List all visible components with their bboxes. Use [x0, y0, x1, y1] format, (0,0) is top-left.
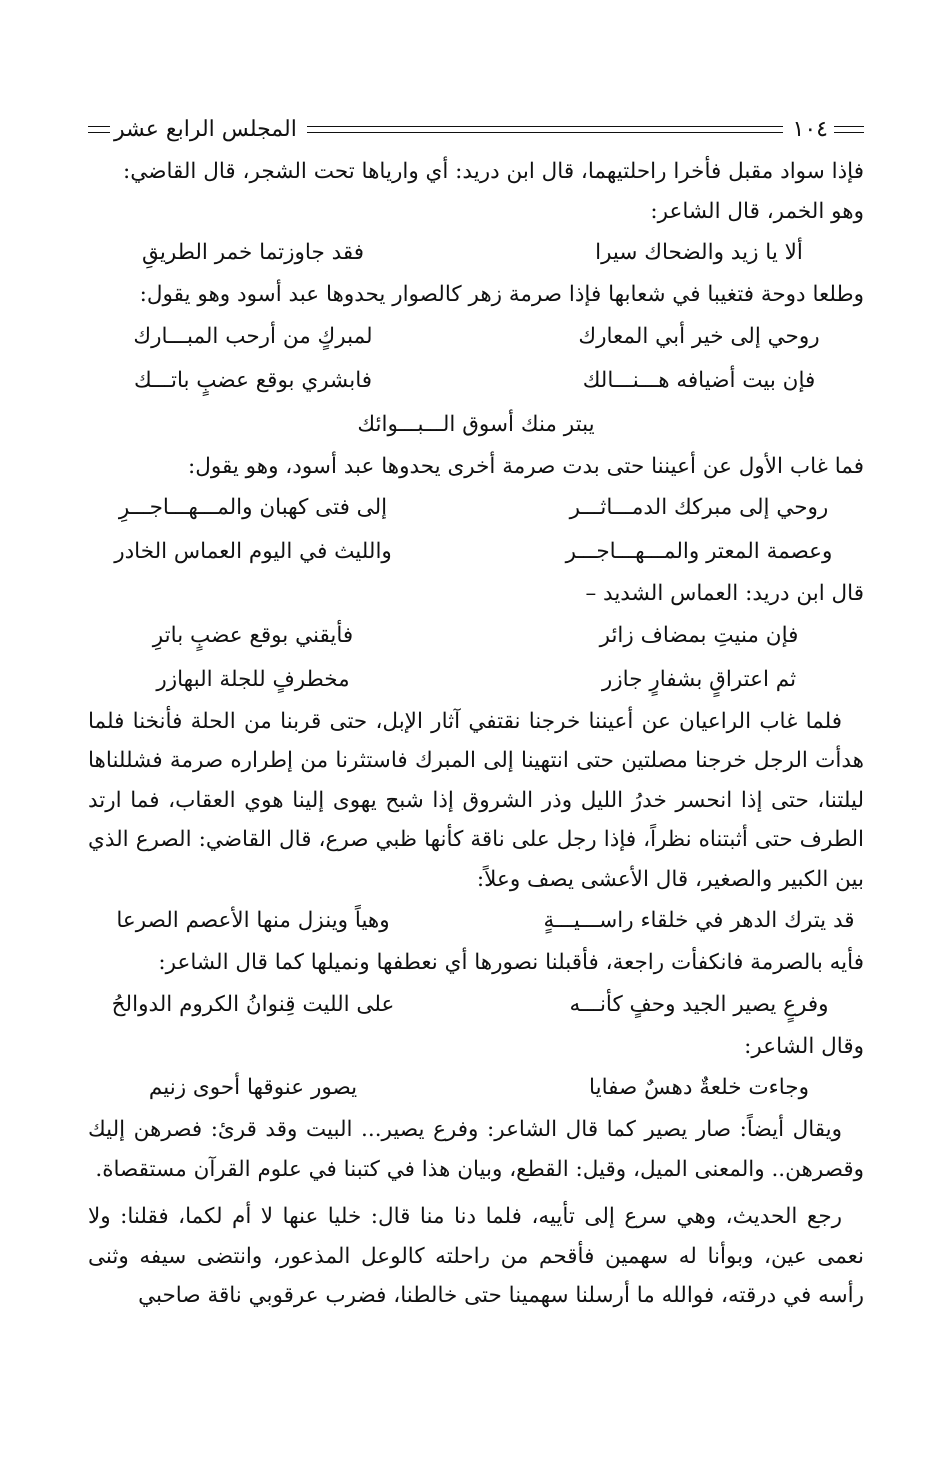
prose-paragraph: رجع الحديث، وهي سرع إلى تأييه، فلما دنا منا قال: خليا عنها لا أم لكما، فقلنا: ولا نعمى عين، وبوأنا له سهمين فأقحم من راحلته كالوعل المذعور، وانتضى سيفه وثنى رأسه في درقته، فوالله ما أرسلنا سهمينا حتى خالطنا، فضرب عرقوبي ناقة صاحبي: [88, 1204, 864, 1308]
chapter-title: المجلس الرابع عشر: [114, 116, 297, 142]
running-header: [88, 112, 864, 146]
verse-line-single: [88, 403, 864, 447]
prose-line: وقال الشاعر:: [744, 1033, 864, 1059]
verse-second-hemistich: على الليت قِنوانُ الكروم الدوالحُ: [111, 991, 395, 1017]
verse-first-hemistich: روحي إلى خير أبي المعارك: [578, 323, 820, 349]
prose-line: فإذا سواد مقبل فأخرا راحلتيهما، قال ابن دريد: أي وارياها تحت الشجر، قال القاضي:: [123, 159, 864, 184]
verse-second-hemistich: فقد جاوزتما خمر الطريقِ: [141, 240, 365, 265]
page-body: [88, 152, 864, 1316]
header-rule-left: [88, 126, 110, 133]
verse-first-hemistich: ثم اعتراقٍ بشفارٍ جازر: [601, 666, 797, 692]
verse-first-hemistich: وفرعٍ يصير الجيد وحفٍ كأنـــه: [569, 991, 829, 1017]
page-number: ١٠٤: [792, 116, 828, 142]
verse-line: [88, 983, 864, 1027]
verse-second-hemistich: يصور عنوقها أحوى زنيم: [148, 1075, 358, 1100]
verse-first-hemistich: وجاءت خلعةٌ دهسٌ صفايا: [589, 1075, 809, 1100]
prose-line: وطلعا دوحة فتغيبا في شعابها فإذا صرمة زهر كالصوار يحدوها عبد أسود وهو يقول:: [139, 282, 864, 307]
prose-paragraph: فلما غاب الراعيان عن أعيننا خرجنا نقتفي آثار الإبل، حتى قربنا من الحلة فأنخنا فلما هدأت الرجل خرجنا مصلتين حتى انتهينا إلى المبرك فاستثرنا من إطراره صرمة فشللناها ليلتنا، حتى إذا انحسر خدرُ الليل وذر الشروق إذا شبح يهوى إلينا هوي العقاب، فما ارتد الطرف حتى أثبتناه نظراً، فإذا رجل على ناقة كأنها ظبي صرع، قال القاضي: الصرع الذي بين الكبير والصغير، قال الأعشى يصف وعلاً:: [88, 708, 864, 892]
prose-paragraph: ويقال أيضاً: صار يصير كما قال الشاعر: وفرع يصير... البيت وقد قرئ: فصرهن إليك وقصرهن.. والمعنى الميل، وقيل: القطع، وبيان هذا في كتبنا في علوم القرآن مستقصاة.: [88, 1117, 864, 1182]
verse-first-hemistich: فإن بيت أضيافه هـــنـــالك: [582, 367, 816, 393]
verse-second-hemistich: إلى فتى كهبان والمـــهـــاجـــرِ: [118, 495, 388, 520]
verse-line: [88, 1066, 864, 1110]
verse-line: [88, 486, 864, 530]
prose-line: قال ابن دريد: العماس الشديد –: [585, 581, 864, 606]
verse-first-hemistich: فإن منيتِ بمضاف زائر: [599, 622, 799, 648]
verse-line: [88, 614, 864, 658]
verse-line: [88, 231, 864, 275]
verse-second-hemistich: وهياً وينزل منها الأعصم الصرعا: [116, 908, 390, 933]
prose-line: فأيه بالصرمة فانكفأت راجعة، فأقبلنا نصورها أي نعطفها ونميلها كما قال الشاعر:: [158, 950, 864, 975]
verse-second-hemistich: فأيقني بوقع عضبٍ باترِ: [152, 622, 354, 648]
verse-hemistich: يبتر منك أسوق الـــبـــوائك: [357, 411, 595, 437]
verse-line: [88, 658, 864, 702]
verse-second-hemistich: لمبركٍ من أرحب المبـــارك: [133, 323, 373, 349]
verse-second-hemistich: فابشري بوقع عضبٍ باتـــك: [133, 367, 373, 393]
verse-line: [88, 530, 864, 574]
verse-first-hemistich: روحي إلى مبركك الدمـــاثـــر: [569, 495, 829, 520]
verse-line: [88, 315, 864, 359]
verse-first-hemistich: ألا يا زيد والضحاك سيرا: [595, 240, 803, 265]
verse-second-hemistich: والليث في اليوم العماس الخادر: [114, 539, 392, 564]
verse-line: [88, 359, 864, 403]
prose-line: وهو الخمر، قال الشاعر:: [650, 198, 864, 224]
verse-first-hemistich: قد يترك الدهر في خلقاء راســـيـــةٍ: [543, 908, 855, 933]
header-rule-right: [834, 126, 864, 133]
verse-line: [88, 899, 864, 943]
paragraph-gap: [88, 1189, 864, 1197]
header-rule-middle: [307, 126, 783, 133]
verse-first-hemistich: وعصمة المعتر والمـــهـــاجـــر: [565, 539, 833, 564]
prose-line: فما غاب الأول عن أعيننا حتى بدت صرمة أخرى يحدوها عبد أسود، وهو يقول:: [187, 453, 864, 479]
verse-second-hemistich: مخطرفٍ للجلة البهازر: [156, 666, 350, 692]
